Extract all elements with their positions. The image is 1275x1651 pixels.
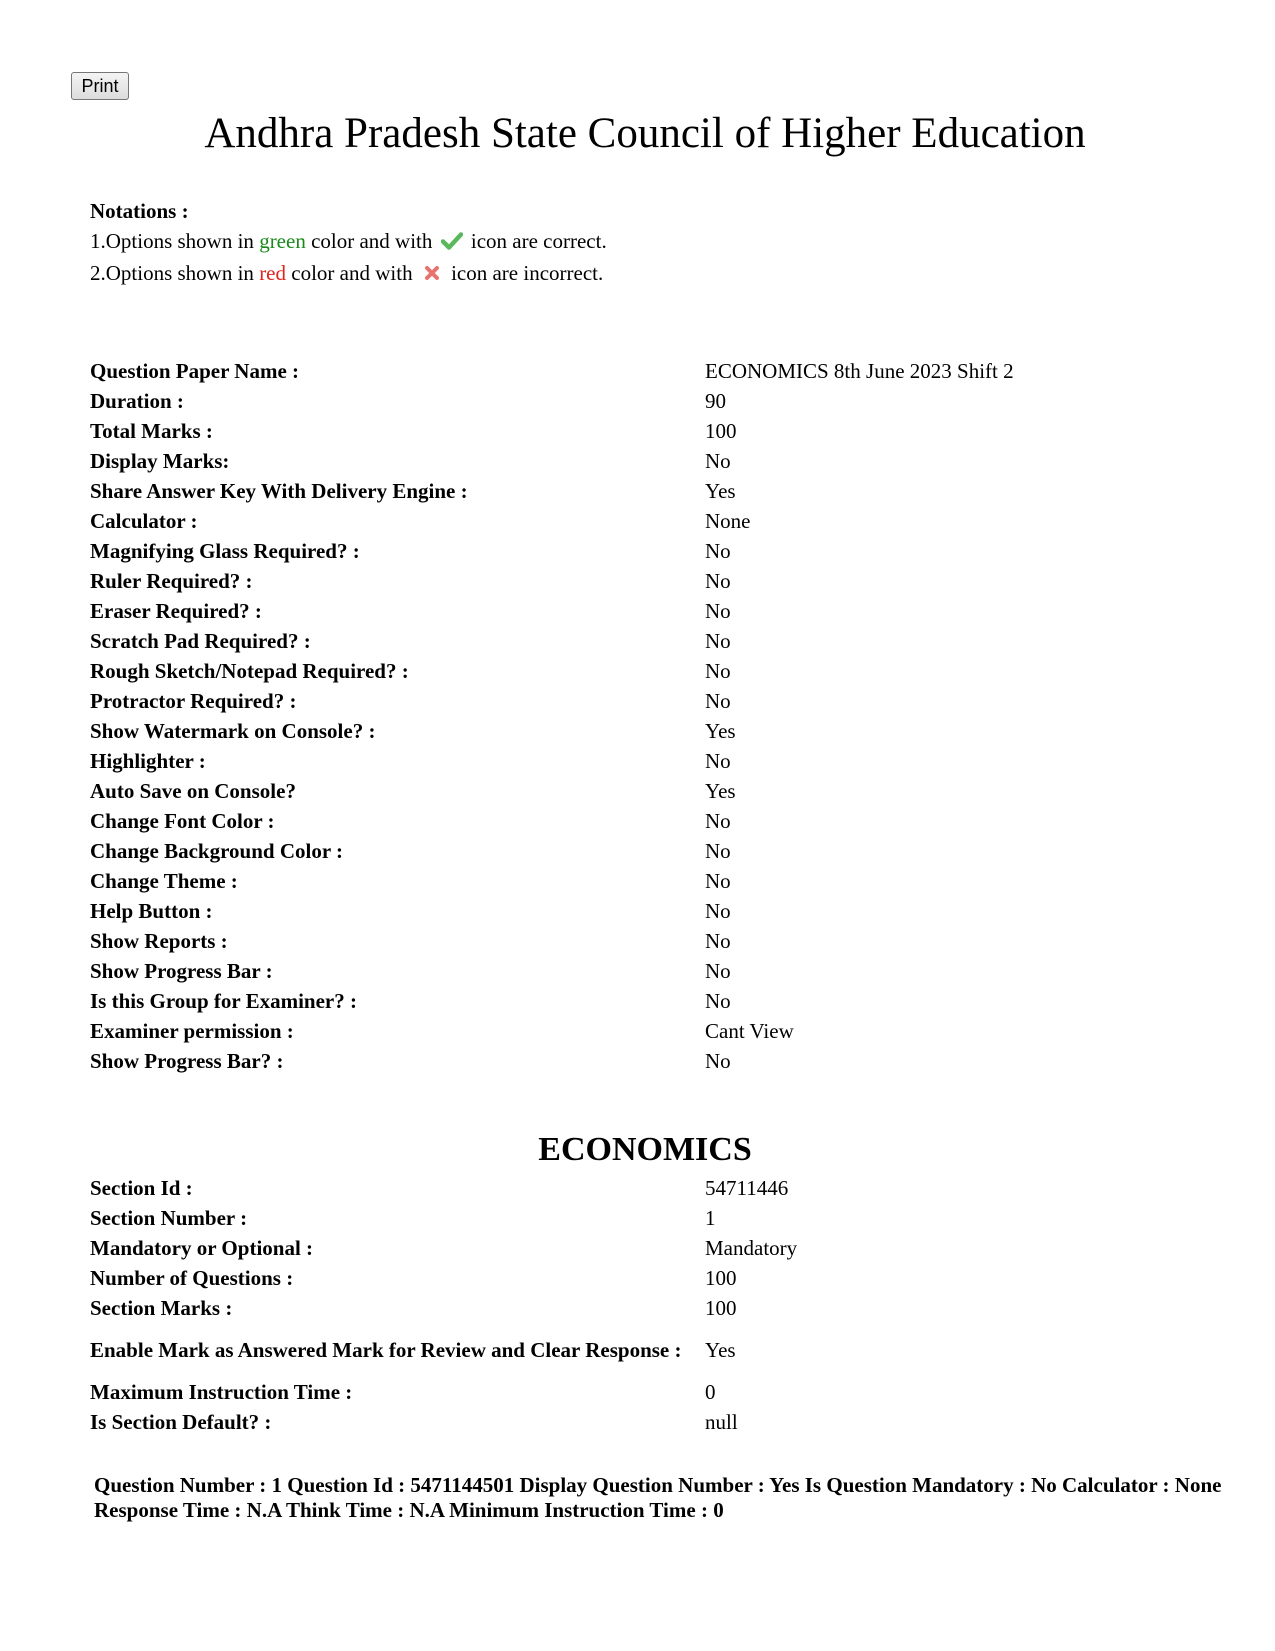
- table-row: [90, 1323, 797, 1377]
- meta-label: Total Marks :: [90, 418, 213, 443]
- meta-value: No: [705, 898, 731, 923]
- section-label: Section Id :: [90, 1175, 193, 1200]
- table-row: [90, 866, 1014, 896]
- section-value: null: [705, 1409, 738, 1434]
- meta-label: Show Progress Bar :: [90, 958, 273, 983]
- table-row: [90, 506, 1014, 536]
- section-label: Maximum Instruction Time :: [90, 1379, 353, 1404]
- meta-value: No: [705, 568, 731, 593]
- section-label: Enable Mark as Answered Mark for Review and Clear Response :: [90, 1337, 682, 1362]
- table-row: [90, 1233, 797, 1263]
- notations-heading: Notations :: [90, 199, 189, 223]
- notations: [90, 196, 607, 290]
- table-row: [90, 896, 1014, 926]
- table-row: [90, 926, 1014, 956]
- table-row: [90, 1016, 1014, 1046]
- table-row: [90, 536, 1014, 566]
- meta-value: No: [705, 928, 731, 953]
- section-value: Mandatory: [705, 1235, 798, 1260]
- table-row: [90, 1046, 1014, 1076]
- table-row: [90, 686, 1014, 716]
- meta-label: Show Reports :: [90, 928, 228, 953]
- meta-label: Highlighter :: [90, 748, 206, 773]
- table-row: [90, 1203, 797, 1233]
- table-row: [90, 476, 1014, 506]
- notation-correct: [90, 226, 607, 258]
- table-row: [90, 626, 1014, 656]
- meta-value: No: [705, 688, 731, 713]
- section-label: Is Section Default? :: [90, 1409, 272, 1434]
- table-row: [90, 1377, 797, 1407]
- section-label: Number of Questions :: [90, 1265, 294, 1290]
- meta-value: No: [705, 538, 731, 563]
- table-row: [90, 566, 1014, 596]
- meta-value: Yes: [705, 778, 736, 803]
- meta-label: Protractor Required? :: [90, 688, 297, 713]
- meta-label: Auto Save on Console?: [90, 778, 296, 803]
- table-row: [90, 386, 1014, 416]
- meta-value: Cant View: [705, 1018, 794, 1043]
- table-row: [90, 986, 1014, 1016]
- meta-label: Change Theme :: [90, 868, 238, 893]
- table-row: [90, 1173, 797, 1203]
- meta-value: ECONOMICS 8th June 2023 Shift 2: [705, 358, 1014, 383]
- meta-value: No: [705, 838, 731, 863]
- section-value: 1: [705, 1205, 716, 1230]
- section-label: Mandatory or Optional :: [90, 1235, 314, 1260]
- table-row: [90, 656, 1014, 686]
- table-row: [90, 1263, 797, 1293]
- table-row: [90, 956, 1014, 986]
- meta-value: 90: [705, 388, 726, 413]
- meta-label: Ruler Required? :: [90, 568, 253, 593]
- notation-correct-suffix: icon are correct.: [465, 229, 607, 253]
- meta-label: Scratch Pad Required? :: [90, 628, 311, 653]
- check-icon: [441, 228, 463, 258]
- section-value: Yes: [705, 1337, 736, 1362]
- print-button[interactable]: Print: [71, 72, 129, 100]
- table-row: [90, 776, 1014, 806]
- notation-correct-middle: color and with: [305, 229, 438, 253]
- meta-label: Magnifying Glass Required? :: [90, 538, 360, 563]
- section-label: Section Marks :: [90, 1295, 233, 1320]
- table-row: [90, 746, 1014, 776]
- meta-label: Change Background Color :: [90, 838, 344, 863]
- paper-meta-table: [90, 356, 1014, 1076]
- meta-value: Yes: [705, 718, 736, 743]
- table-row: [90, 1293, 797, 1323]
- section-details-table: [90, 1173, 797, 1437]
- notation-incorrect-middle: color and with: [286, 261, 418, 285]
- meta-label: Eraser Required? :: [90, 598, 262, 623]
- meta-value: No: [705, 658, 731, 683]
- table-row: [90, 806, 1014, 836]
- table-row: [90, 446, 1014, 476]
- notation-incorrect-suffix: icon are incorrect.: [445, 261, 604, 285]
- section-value: 100: [705, 1265, 737, 1290]
- meta-label: Is this Group for Examiner? :: [90, 988, 357, 1013]
- meta-value: No: [705, 598, 731, 623]
- meta-value: No: [705, 958, 731, 983]
- table-row: [90, 356, 1014, 386]
- meta-label: Display Marks:: [90, 448, 230, 473]
- meta-label: Show Progress Bar? :: [90, 1048, 284, 1073]
- question-info: Question Number : 1 Question Id : 5471144501 Display Question Number : Yes Is Question Mandatory : No Calculator : None Response Time : N.A Think Time : N.A Minimum Instruction Time : 0: [94, 1473, 1222, 1522]
- meta-label: Help Button :: [90, 898, 213, 923]
- meta-label: Question Paper Name :: [90, 358, 300, 383]
- page-title: Andhra Pradesh State Council of Higher Education: [204, 110, 1086, 157]
- notation-correct-color-word: green: [259, 229, 306, 253]
- meta-label: Show Watermark on Console? :: [90, 718, 376, 743]
- table-row: [90, 416, 1014, 446]
- section-label: Section Number :: [90, 1205, 248, 1230]
- table-row: [90, 596, 1014, 626]
- cross-icon: [421, 260, 443, 290]
- notation-incorrect: [90, 258, 607, 290]
- meta-value: Yes: [705, 478, 736, 503]
- meta-value: No: [705, 808, 731, 833]
- meta-value: No: [705, 1048, 731, 1073]
- meta-value: No: [705, 748, 731, 773]
- meta-value: No: [705, 868, 731, 893]
- notation-correct-prefix: 1.Options shown in: [90, 229, 260, 253]
- table-row: [90, 1407, 797, 1437]
- meta-value: No: [705, 988, 731, 1013]
- section-value: 100: [705, 1295, 737, 1320]
- meta-value: None: [705, 508, 751, 533]
- meta-value: 100: [705, 418, 737, 443]
- meta-label: Calculator :: [90, 508, 198, 533]
- meta-value: No: [705, 628, 731, 653]
- section-title: ECONOMICS: [538, 1131, 752, 1168]
- meta-label: Duration :: [90, 388, 184, 413]
- meta-label: Share Answer Key With Delivery Engine :: [90, 478, 468, 503]
- meta-label: Rough Sketch/Notepad Required? :: [90, 658, 409, 683]
- notation-incorrect-prefix: 2.Options shown in: [90, 261, 260, 285]
- table-row: [90, 716, 1014, 746]
- section-value: 54711446: [705, 1175, 789, 1200]
- meta-label: Examiner permission :: [90, 1018, 294, 1043]
- table-row: [90, 836, 1014, 866]
- notation-incorrect-color-word: red: [259, 261, 287, 285]
- meta-label: Change Font Color :: [90, 808, 275, 833]
- meta-value: No: [705, 448, 731, 473]
- section-value: 0: [705, 1379, 716, 1404]
